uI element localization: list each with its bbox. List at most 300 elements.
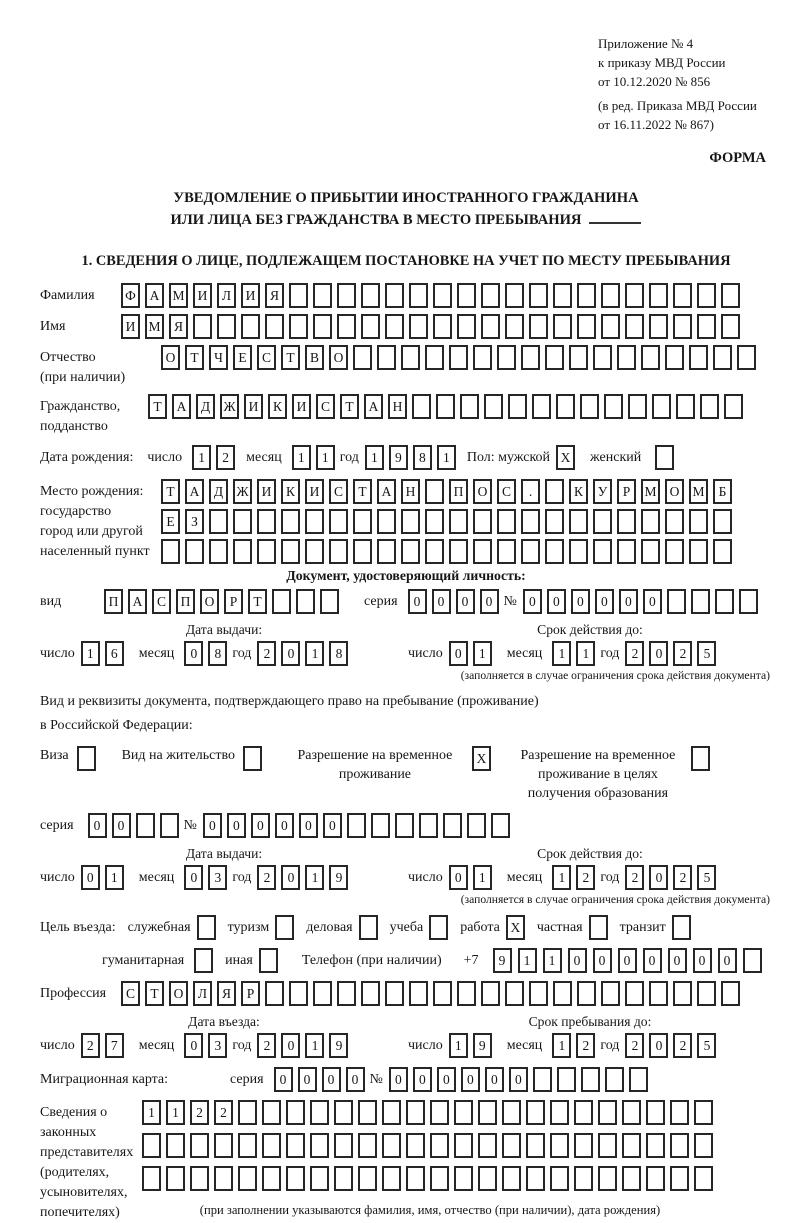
char-cell[interactable] <box>545 345 564 370</box>
char-cell[interactable] <box>689 509 708 534</box>
char-cell[interactable] <box>313 314 332 339</box>
char-cell[interactable] <box>569 509 588 534</box>
char-cell[interactable]: 0 <box>281 1033 300 1058</box>
char-cell[interactable]: 5 <box>697 865 716 890</box>
char-cell[interactable] <box>329 509 348 534</box>
char-cell[interactable]: Н <box>401 479 420 504</box>
char-cell[interactable] <box>457 981 476 1006</box>
char-cell[interactable] <box>334 1100 353 1125</box>
char-cell[interactable] <box>491 813 510 838</box>
char-cell[interactable]: 0 <box>281 865 300 890</box>
char-cell[interactable] <box>526 1133 545 1158</box>
char-cell[interactable] <box>358 1133 377 1158</box>
char-cell[interactable] <box>160 813 179 838</box>
char-cell[interactable]: С <box>121 981 140 1006</box>
char-cell[interactable] <box>604 394 623 419</box>
char-cell[interactable]: Р <box>224 589 243 614</box>
char-cell[interactable]: 2 <box>625 1033 644 1058</box>
char-cell[interactable] <box>670 1133 689 1158</box>
char-cell[interactable] <box>233 509 252 534</box>
char-cell[interactable] <box>577 981 596 1006</box>
char-cell[interactable] <box>694 1133 713 1158</box>
char-cell[interactable]: О <box>473 479 492 504</box>
char-cell[interactable]: 0 <box>461 1067 480 1092</box>
char-cell[interactable] <box>580 394 599 419</box>
char-cell[interactable]: 1 <box>166 1100 185 1125</box>
char-cell[interactable] <box>505 314 524 339</box>
char-cell[interactable] <box>361 981 380 1006</box>
char-cell[interactable] <box>598 1166 617 1191</box>
char-cell[interactable]: А <box>172 394 191 419</box>
char-cell[interactable]: О <box>329 345 348 370</box>
char-cell[interactable] <box>217 314 236 339</box>
char-cell[interactable]: 0 <box>643 589 662 614</box>
char-cell[interactable] <box>382 1100 401 1125</box>
char-cell[interactable] <box>502 1166 521 1191</box>
char-cell[interactable] <box>460 394 479 419</box>
char-cell[interactable] <box>161 539 180 564</box>
char-cell[interactable]: У <box>593 479 612 504</box>
char-cell[interactable]: Д <box>196 394 215 419</box>
char-cell[interactable] <box>409 314 428 339</box>
char-cell[interactable]: 2 <box>673 1033 692 1058</box>
char-cell[interactable]: 2 <box>257 865 276 890</box>
char-cell[interactable] <box>272 589 291 614</box>
char-cell[interactable] <box>409 283 428 308</box>
char-cell[interactable] <box>641 539 660 564</box>
char-cell[interactable] <box>329 539 348 564</box>
char-cell[interactable]: Р <box>241 981 260 1006</box>
char-cell[interactable]: Б <box>713 479 732 504</box>
char-cell[interactable]: 0 <box>485 1067 504 1092</box>
char-cell[interactable] <box>497 539 516 564</box>
char-cell[interactable]: И <box>292 394 311 419</box>
char-cell[interactable] <box>652 394 671 419</box>
char-cell[interactable] <box>449 539 468 564</box>
char-cell[interactable] <box>649 283 668 308</box>
char-cell[interactable]: Т <box>340 394 359 419</box>
char-cell[interactable] <box>532 394 551 419</box>
char-cell[interactable] <box>721 981 740 1006</box>
char-cell[interactable] <box>743 948 762 973</box>
char-cell[interactable] <box>412 394 431 419</box>
char-cell[interactable] <box>724 394 743 419</box>
char-cell[interactable] <box>238 1166 257 1191</box>
char-cell[interactable] <box>457 283 476 308</box>
char-cell[interactable] <box>521 509 540 534</box>
char-cell[interactable] <box>545 539 564 564</box>
char-cell[interactable] <box>593 345 612 370</box>
char-cell[interactable] <box>502 1133 521 1158</box>
char-cell[interactable] <box>502 1100 521 1125</box>
char-cell[interactable] <box>313 981 332 1006</box>
char-cell[interactable] <box>361 314 380 339</box>
char-cell[interactable]: Т <box>145 981 164 1006</box>
char-cell[interactable] <box>617 539 636 564</box>
char-cell[interactable] <box>473 539 492 564</box>
char-cell[interactable] <box>286 1100 305 1125</box>
char-cell[interactable]: 0 <box>649 1033 668 1058</box>
char-cell[interactable]: 0 <box>389 1067 408 1092</box>
char-cell[interactable]: 0 <box>693 948 712 973</box>
char-cell[interactable] <box>166 1166 185 1191</box>
char-cell[interactable]: 2 <box>216 445 235 470</box>
char-cell[interactable] <box>454 1166 473 1191</box>
char-cell[interactable] <box>337 981 356 1006</box>
char-cell[interactable] <box>377 539 396 564</box>
char-cell[interactable]: 2 <box>673 865 692 890</box>
char-cell[interactable]: С <box>497 479 516 504</box>
char-cell[interactable]: 0 <box>432 589 451 614</box>
char-cell[interactable]: 5 <box>697 1033 716 1058</box>
char-cell[interactable]: М <box>145 314 164 339</box>
char-cell[interactable]: А <box>128 589 147 614</box>
char-cell[interactable]: 0 <box>227 813 246 838</box>
char-cell[interactable] <box>289 283 308 308</box>
purpose-transit-checkbox[interactable] <box>672 915 691 940</box>
char-cell[interactable]: 1 <box>365 445 384 470</box>
char-cell[interactable]: 1 <box>552 1033 571 1058</box>
char-cell[interactable] <box>629 1067 648 1092</box>
char-cell[interactable]: Ж <box>220 394 239 419</box>
char-cell[interactable]: 0 <box>408 589 427 614</box>
char-cell[interactable]: 8 <box>329 641 348 666</box>
char-cell[interactable] <box>715 589 734 614</box>
char-cell[interactable]: 2 <box>625 641 644 666</box>
char-cell[interactable] <box>401 539 420 564</box>
char-cell[interactable] <box>401 345 420 370</box>
char-cell[interactable] <box>670 1166 689 1191</box>
char-cell[interactable]: Ч <box>209 345 228 370</box>
char-cell[interactable]: 2 <box>214 1100 233 1125</box>
char-cell[interactable] <box>617 345 636 370</box>
char-cell[interactable] <box>478 1166 497 1191</box>
char-cell[interactable]: 2 <box>257 641 276 666</box>
char-cell[interactable] <box>713 509 732 534</box>
char-cell[interactable]: 0 <box>718 948 737 973</box>
char-cell[interactable] <box>553 283 572 308</box>
char-cell[interactable] <box>713 539 732 564</box>
char-cell[interactable] <box>673 981 692 1006</box>
char-cell[interactable]: П <box>176 589 195 614</box>
char-cell[interactable] <box>467 813 486 838</box>
char-cell[interactable] <box>545 479 564 504</box>
char-cell[interactable]: 1 <box>449 1033 468 1058</box>
char-cell[interactable]: 0 <box>571 589 590 614</box>
char-cell[interactable]: 0 <box>346 1067 365 1092</box>
char-cell[interactable] <box>665 345 684 370</box>
char-cell[interactable] <box>484 394 503 419</box>
char-cell[interactable] <box>526 1100 545 1125</box>
char-cell[interactable] <box>545 509 564 534</box>
char-cell[interactable] <box>700 394 719 419</box>
char-cell[interactable]: И <box>305 479 324 504</box>
char-cell[interactable]: 2 <box>673 641 692 666</box>
char-cell[interactable] <box>305 539 324 564</box>
char-cell[interactable] <box>533 1067 552 1092</box>
char-cell[interactable]: 0 <box>81 865 100 890</box>
char-cell[interactable] <box>241 314 260 339</box>
char-cell[interactable]: Н <box>388 394 407 419</box>
char-cell[interactable] <box>649 314 668 339</box>
char-cell[interactable] <box>529 981 548 1006</box>
char-cell[interactable] <box>430 1166 449 1191</box>
char-cell[interactable]: 2 <box>625 865 644 890</box>
female-checkbox[interactable] <box>655 445 674 470</box>
char-cell[interactable]: М <box>169 283 188 308</box>
char-cell[interactable]: 1 <box>81 641 100 666</box>
char-cell[interactable] <box>526 1166 545 1191</box>
char-cell[interactable] <box>265 314 284 339</box>
char-cell[interactable]: 1 <box>292 445 311 470</box>
char-cell[interactable]: 3 <box>208 1033 227 1058</box>
char-cell[interactable] <box>347 813 366 838</box>
char-cell[interactable]: . <box>521 479 540 504</box>
char-cell[interactable] <box>665 539 684 564</box>
char-cell[interactable] <box>353 345 372 370</box>
char-cell[interactable] <box>310 1133 329 1158</box>
char-cell[interactable] <box>337 314 356 339</box>
char-cell[interactable] <box>577 314 596 339</box>
char-cell[interactable]: 1 <box>316 445 335 470</box>
char-cell[interactable]: Е <box>161 509 180 534</box>
char-cell[interactable]: 0 <box>298 1067 317 1092</box>
char-cell[interactable]: 3 <box>208 865 227 890</box>
char-cell[interactable]: 0 <box>643 948 662 973</box>
char-cell[interactable] <box>478 1100 497 1125</box>
char-cell[interactable] <box>521 539 540 564</box>
char-cell[interactable]: И <box>241 283 260 308</box>
char-cell[interactable] <box>574 1100 593 1125</box>
char-cell[interactable] <box>601 283 620 308</box>
char-cell[interactable] <box>334 1166 353 1191</box>
char-cell[interactable]: 6 <box>105 641 124 666</box>
char-cell[interactable] <box>310 1166 329 1191</box>
char-cell[interactable] <box>296 589 315 614</box>
char-cell[interactable]: П <box>104 589 123 614</box>
char-cell[interactable] <box>286 1166 305 1191</box>
char-cell[interactable] <box>689 539 708 564</box>
char-cell[interactable] <box>673 314 692 339</box>
char-cell[interactable] <box>697 314 716 339</box>
char-cell[interactable]: И <box>121 314 140 339</box>
char-cell[interactable] <box>385 314 404 339</box>
char-cell[interactable] <box>605 1067 624 1092</box>
char-cell[interactable]: 0 <box>413 1067 432 1092</box>
char-cell[interactable] <box>628 394 647 419</box>
char-cell[interactable] <box>481 283 500 308</box>
char-cell[interactable] <box>289 981 308 1006</box>
char-cell[interactable] <box>598 1100 617 1125</box>
char-cell[interactable]: 0 <box>299 813 318 838</box>
char-cell[interactable]: 0 <box>322 1067 341 1092</box>
char-cell[interactable]: 0 <box>112 813 131 838</box>
char-cell[interactable]: С <box>152 589 171 614</box>
char-cell[interactable]: С <box>257 345 276 370</box>
char-cell[interactable] <box>262 1133 281 1158</box>
char-cell[interactable] <box>406 1133 425 1158</box>
char-cell[interactable] <box>521 345 540 370</box>
char-cell[interactable] <box>574 1133 593 1158</box>
char-cell[interactable] <box>371 813 390 838</box>
char-cell[interactable]: 1 <box>543 948 562 973</box>
char-cell[interactable]: 5 <box>697 641 716 666</box>
char-cell[interactable] <box>454 1100 473 1125</box>
char-cell[interactable]: 9 <box>493 948 512 973</box>
char-cell[interactable]: Т <box>148 394 167 419</box>
char-cell[interactable]: Д <box>209 479 228 504</box>
char-cell[interactable] <box>529 283 548 308</box>
char-cell[interactable]: О <box>200 589 219 614</box>
char-cell[interactable]: П <box>449 479 468 504</box>
char-cell[interactable] <box>320 589 339 614</box>
char-cell[interactable] <box>694 1166 713 1191</box>
char-cell[interactable] <box>190 1166 209 1191</box>
char-cell[interactable] <box>473 345 492 370</box>
char-cell[interactable] <box>358 1166 377 1191</box>
char-cell[interactable]: 0 <box>323 813 342 838</box>
char-cell[interactable] <box>337 283 356 308</box>
char-cell[interactable]: О <box>169 981 188 1006</box>
char-cell[interactable] <box>553 314 572 339</box>
char-cell[interactable] <box>281 539 300 564</box>
char-cell[interactable] <box>238 1133 257 1158</box>
char-cell[interactable] <box>430 1133 449 1158</box>
char-cell[interactable]: В <box>305 345 324 370</box>
char-cell[interactable]: 0 <box>184 1033 203 1058</box>
purpose-private-checkbox[interactable] <box>589 915 608 940</box>
char-cell[interactable]: 0 <box>480 589 499 614</box>
char-cell[interactable]: 2 <box>576 1033 595 1058</box>
char-cell[interactable]: Ж <box>233 479 252 504</box>
char-cell[interactable]: Е <box>233 345 252 370</box>
char-cell[interactable]: 8 <box>413 445 432 470</box>
char-cell[interactable] <box>406 1166 425 1191</box>
char-cell[interactable] <box>433 981 452 1006</box>
char-cell[interactable] <box>697 981 716 1006</box>
char-cell[interactable] <box>665 509 684 534</box>
char-cell[interactable] <box>334 1133 353 1158</box>
char-cell[interactable] <box>382 1133 401 1158</box>
char-cell[interactable] <box>430 1100 449 1125</box>
char-cell[interactable] <box>209 509 228 534</box>
char-cell[interactable] <box>601 314 620 339</box>
char-cell[interactable]: 0 <box>593 948 612 973</box>
char-cell[interactable] <box>697 283 716 308</box>
char-cell[interactable] <box>425 479 444 504</box>
char-cell[interactable]: 0 <box>184 865 203 890</box>
char-cell[interactable]: О <box>665 479 684 504</box>
char-cell[interactable] <box>601 981 620 1006</box>
char-cell[interactable] <box>190 1133 209 1158</box>
char-cell[interactable]: Т <box>248 589 267 614</box>
char-cell[interactable]: 0 <box>274 1067 293 1092</box>
char-cell[interactable]: 0 <box>449 641 468 666</box>
temp-residence-education-checkbox[interactable] <box>691 746 710 771</box>
char-cell[interactable] <box>382 1166 401 1191</box>
char-cell[interactable] <box>641 345 660 370</box>
char-cell[interactable] <box>193 314 212 339</box>
char-cell[interactable] <box>689 345 708 370</box>
char-cell[interactable]: 0 <box>275 813 294 838</box>
char-cell[interactable] <box>166 1133 185 1158</box>
char-cell[interactable]: А <box>364 394 383 419</box>
char-cell[interactable] <box>377 509 396 534</box>
char-cell[interactable] <box>214 1133 233 1158</box>
char-cell[interactable]: 0 <box>547 589 566 614</box>
char-cell[interactable]: С <box>316 394 335 419</box>
char-cell[interactable] <box>581 1067 600 1092</box>
char-cell[interactable] <box>721 314 740 339</box>
char-cell[interactable] <box>622 1166 641 1191</box>
char-cell[interactable] <box>457 314 476 339</box>
male-checkbox[interactable]: X <box>556 445 575 470</box>
char-cell[interactable] <box>377 345 396 370</box>
char-cell[interactable] <box>385 981 404 1006</box>
char-cell[interactable] <box>353 539 372 564</box>
char-cell[interactable] <box>557 1067 576 1092</box>
char-cell[interactable] <box>505 283 524 308</box>
char-cell[interactable] <box>721 283 740 308</box>
char-cell[interactable] <box>625 283 644 308</box>
char-cell[interactable]: 0 <box>281 641 300 666</box>
char-cell[interactable] <box>481 981 500 1006</box>
char-cell[interactable] <box>550 1133 569 1158</box>
char-cell[interactable] <box>136 813 155 838</box>
char-cell[interactable]: Т <box>281 345 300 370</box>
char-cell[interactable]: 2 <box>576 865 595 890</box>
char-cell[interactable] <box>550 1166 569 1191</box>
char-cell[interactable] <box>262 1166 281 1191</box>
char-cell[interactable] <box>436 394 455 419</box>
char-cell[interactable]: Л <box>217 283 236 308</box>
purpose-official-checkbox[interactable] <box>197 915 216 940</box>
char-cell[interactable]: 2 <box>190 1100 209 1125</box>
char-cell[interactable] <box>305 509 324 534</box>
char-cell[interactable] <box>473 509 492 534</box>
char-cell[interactable]: 0 <box>437 1067 456 1092</box>
title-blank-underline[interactable] <box>589 210 641 224</box>
char-cell[interactable]: 0 <box>568 948 587 973</box>
char-cell[interactable]: Р <box>617 479 636 504</box>
char-cell[interactable]: 0 <box>618 948 637 973</box>
residence-permit-checkbox[interactable] <box>243 746 262 771</box>
char-cell[interactable] <box>361 283 380 308</box>
char-cell[interactable] <box>691 589 710 614</box>
char-cell[interactable] <box>625 981 644 1006</box>
char-cell[interactable] <box>497 509 516 534</box>
char-cell[interactable]: О <box>161 345 180 370</box>
char-cell[interactable]: 9 <box>473 1033 492 1058</box>
char-cell[interactable]: Т <box>185 345 204 370</box>
char-cell[interactable] <box>569 539 588 564</box>
char-cell[interactable]: Я <box>169 314 188 339</box>
char-cell[interactable]: М <box>689 479 708 504</box>
char-cell[interactable]: 1 <box>105 865 124 890</box>
char-cell[interactable] <box>257 539 276 564</box>
char-cell[interactable]: 0 <box>184 641 203 666</box>
char-cell[interactable] <box>353 509 372 534</box>
char-cell[interactable] <box>676 394 695 419</box>
char-cell[interactable]: 0 <box>449 865 468 890</box>
char-cell[interactable] <box>142 1133 161 1158</box>
char-cell[interactable]: З <box>185 509 204 534</box>
purpose-work-checkbox[interactable]: X <box>506 915 525 940</box>
char-cell[interactable]: 1 <box>518 948 537 973</box>
char-cell[interactable]: 0 <box>523 589 542 614</box>
char-cell[interactable] <box>497 345 516 370</box>
char-cell[interactable] <box>433 314 452 339</box>
